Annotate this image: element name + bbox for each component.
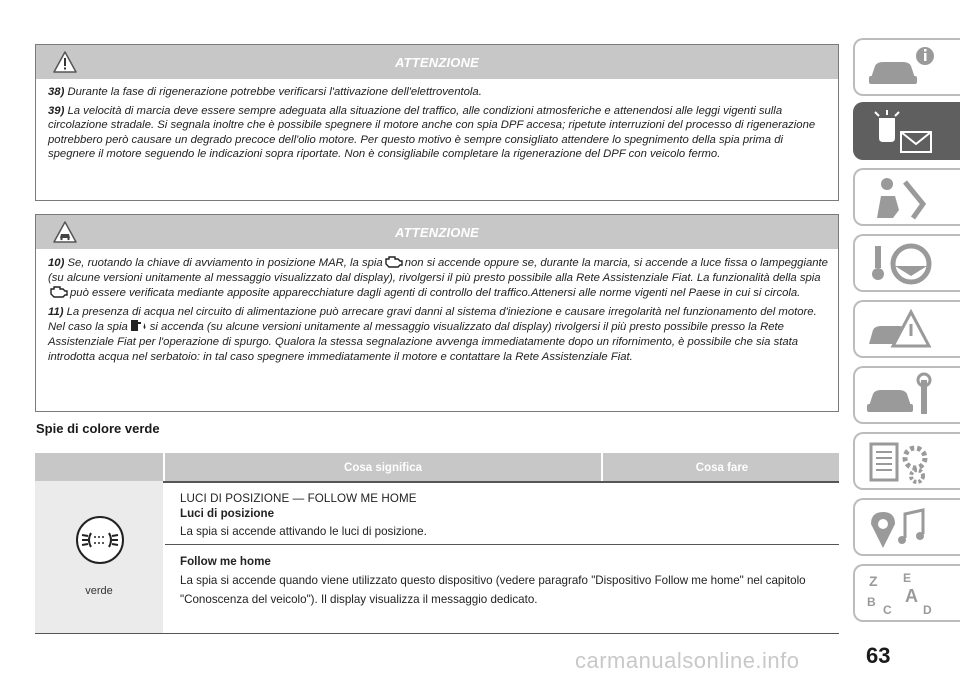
- index-letters-icon: [865, 570, 935, 618]
- note-38: 38) Durante la fase di rigenerazione potrebbe verificarsi l'attivazione dell'elettroventola.: [48, 86, 482, 98]
- emergency-icon: [865, 306, 935, 354]
- row-description: La spia si accende attivando le luci di posizione.: [180, 525, 427, 538]
- warning-box-fan: [35, 44, 839, 201]
- row-description: La spia si accende quando viene utilizzato questo dispositivo (vedere paragrafo "Dispositivo Follow me home" nel capitolo "Conoscenza del veicolo"). Il display visualizza il messaggio dedicato.: [180, 574, 806, 606]
- car-info-icon: [865, 44, 935, 92]
- svg-text:B: B: [867, 595, 876, 609]
- watermark: carmanualsonline.info: [575, 648, 800, 673]
- warning-header: [36, 215, 838, 249]
- warning-box-engine: [35, 214, 839, 412]
- water-in-fuel-icon: [128, 319, 150, 332]
- row-position-lights: [180, 491, 830, 539]
- header-meaning: Cosa significa: [344, 462, 422, 474]
- note-39: 39) La velocità di marcia deve essere sempre adeguata alla situazione del traffico, alle condizioni atmosferiche e attenendosi alle leggi vigenti sulla circolazione stradale. Si segnala inoltre che è possibile spegnere il motore anche con spia DPF accesa; ripetute interruzioni del processo di rigenerazione potrebbero però causare un degrado precoce dell'olio motore. Per questo motivo è sempre consigliato attendere lo spegnimento della spia prima di spegnere il motore seguendo le indicazioni sopra riportate. Non è consigliabile completare la rigenerazione del DPF con veicolo fermo.: [48, 104, 816, 161]
- tab-safety[interactable]: [853, 168, 960, 226]
- tab-emergency[interactable]: [853, 300, 960, 358]
- svg-text:Z: Z: [869, 573, 878, 589]
- section-title: Spie di colore verde: [36, 421, 160, 436]
- engine-check-icon: [383, 255, 405, 268]
- warning-body: [36, 249, 838, 372]
- tab-car-info[interactable]: [853, 38, 960, 96]
- tab-index[interactable]: [853, 564, 960, 622]
- column-divider: [601, 453, 603, 481]
- note-10: 10) Se, ruotando la chiave di avviamento in posizione MAR, la spia non si accende oppure se, durante la marcia, si accende a luce fissa o lampeggiante (su alcune versioni unitamente al messaggio visualizzato dal display), rivolgersi il più presto possibile alla Rete Assistenziale Fiat. La funzionalità della spiapuò essere verificata mediante apposite apparecchiature dagli agenti di controllo del traffico.Attenersi alle norme vigenti nel Paese in cui si circola.: [48, 257, 828, 300]
- tab-starting-driving[interactable]: [853, 234, 960, 292]
- row-caps-title: LUCI DI POSIZIONE — FOLLOW ME HOME: [180, 492, 417, 505]
- warning-header: [36, 45, 838, 79]
- tab-technical-data[interactable]: [853, 432, 960, 490]
- svg-text:C: C: [883, 603, 892, 617]
- position-lights-icon: [75, 515, 125, 565]
- warning-body: [36, 79, 838, 170]
- svg-text:D: D: [923, 603, 932, 617]
- starting-driving-icon: [865, 240, 935, 288]
- tab-warning-lights[interactable]: [853, 102, 960, 160]
- lamp-cell: [35, 481, 163, 633]
- tab-maintenance[interactable]: [853, 366, 960, 424]
- technical-data-icon: [865, 438, 935, 486]
- page-number: 63: [866, 643, 891, 668]
- warning-title: ATTENZIONE: [394, 55, 480, 70]
- safety-airbag-icon: [865, 174, 935, 222]
- svg-text:A: A: [905, 586, 918, 606]
- note-11: 11) La presenza di acqua nel circuito di alimentazione può arrecare gravi danni al sistema d'iniezione e causare irregolarità nel funzionamento del motore. Nel caso la spia si accenda (su alcune versioni unitamente al messaggio visualizzato dal display) rivolgersi il più presto possibile presso la Rete Assistenziale Fiat per l'operazione di spurgo. Qualora la stessa segnalazione avvenga immediatamente dopo un rifornimento, è possibile che sia stata introdotta acqua nel serbatoio: in tal caso spegnere immediatamente il motore e contattare la Rete Assistenziale Fiat.: [48, 305, 817, 363]
- row-divider: [165, 544, 839, 545]
- row-follow-me-home: [180, 552, 830, 609]
- multimedia-icon: [865, 504, 935, 552]
- header-action: Cosa fare: [695, 462, 749, 474]
- row-heading: Luci di posizione: [180, 507, 275, 520]
- tab-multimedia[interactable]: [853, 498, 960, 556]
- warning-lights-icon: [865, 108, 935, 156]
- engine-check-icon: [48, 285, 70, 298]
- table-header: [35, 453, 839, 481]
- maintenance-icon: [865, 372, 935, 420]
- row-heading: Follow me home: [180, 555, 271, 568]
- table-bottom-rule: [35, 633, 839, 634]
- svg-text:E: E: [903, 571, 912, 585]
- warning-title: ATTENZIONE: [394, 225, 480, 240]
- lamp-color-label: verde: [85, 585, 113, 597]
